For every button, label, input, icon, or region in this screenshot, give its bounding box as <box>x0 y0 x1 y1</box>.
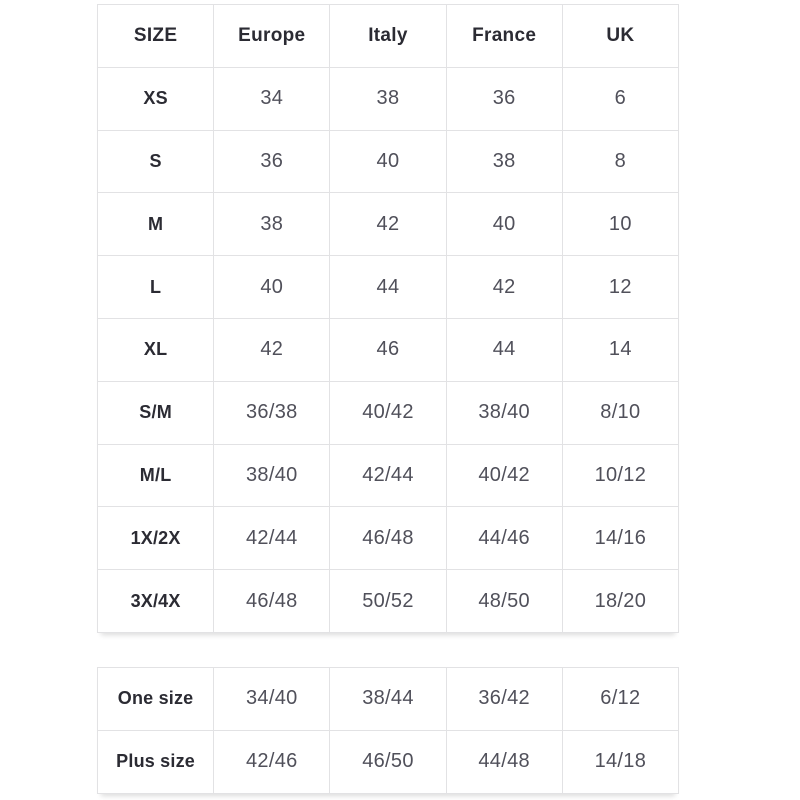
size-label: One size <box>98 667 214 730</box>
size-label: M/L <box>98 444 214 507</box>
table-row <box>98 570 679 633</box>
size-label: Plus size <box>98 730 214 793</box>
value-cell: 42 <box>446 256 562 319</box>
column-header-uk: UK <box>562 5 678 68</box>
value-cell: 38/44 <box>330 667 446 730</box>
value-cell: 6 <box>562 67 678 130</box>
value-cell: 44/46 <box>446 507 562 570</box>
size-label: XL <box>98 318 214 381</box>
table-row <box>98 730 679 793</box>
size-label: L <box>98 256 214 319</box>
value-cell: 42/44 <box>214 507 330 570</box>
value-cell: 42 <box>214 318 330 381</box>
value-cell: 14/16 <box>562 507 678 570</box>
value-cell: 48/50 <box>446 570 562 633</box>
value-cell: 36/38 <box>214 381 330 444</box>
table-row <box>98 667 679 730</box>
value-cell: 10 <box>562 193 678 256</box>
special-size-table-body <box>98 667 679 793</box>
value-cell: 46/48 <box>214 570 330 633</box>
value-cell: 46 <box>330 318 446 381</box>
value-cell: 46/48 <box>330 507 446 570</box>
size-label: M <box>98 193 214 256</box>
value-cell: 44 <box>330 256 446 319</box>
value-cell: 34 <box>214 67 330 130</box>
value-cell: 38 <box>446 130 562 193</box>
table-row <box>98 444 679 507</box>
value-cell: 34/40 <box>214 667 330 730</box>
value-cell: 38 <box>214 193 330 256</box>
header-row <box>98 5 679 68</box>
column-header-france: France <box>446 5 562 68</box>
value-cell: 36/42 <box>446 667 562 730</box>
value-cell: 40/42 <box>330 381 446 444</box>
value-cell: 38/40 <box>446 381 562 444</box>
size-label: XS <box>98 67 214 130</box>
size-label: S/M <box>98 381 214 444</box>
table-gap <box>97 633 800 667</box>
size-conversion-table-body <box>98 67 679 632</box>
value-cell: 14/18 <box>562 730 678 793</box>
table-row <box>98 193 679 256</box>
table-row <box>98 507 679 570</box>
value-cell: 50/52 <box>330 570 446 633</box>
value-cell: 40 <box>330 130 446 193</box>
table-row <box>98 67 679 130</box>
value-cell: 8 <box>562 130 678 193</box>
special-size-table <box>97 667 679 794</box>
value-cell: 46/50 <box>330 730 446 793</box>
table-row <box>98 381 679 444</box>
value-cell: 42/46 <box>214 730 330 793</box>
value-cell: 40 <box>446 193 562 256</box>
column-header-size: SIZE <box>98 5 214 68</box>
value-cell: 38 <box>330 67 446 130</box>
value-cell: 8/10 <box>562 381 678 444</box>
column-header-europe: Europe <box>214 5 330 68</box>
size-label: S <box>98 130 214 193</box>
value-cell: 42 <box>330 193 446 256</box>
table-row <box>98 256 679 319</box>
column-header-italy: Italy <box>330 5 446 68</box>
value-cell: 36 <box>446 67 562 130</box>
value-cell: 44 <box>446 318 562 381</box>
value-cell: 42/44 <box>330 444 446 507</box>
value-cell: 14 <box>562 318 678 381</box>
size-conversion-table-header <box>98 5 679 68</box>
value-cell: 38/40 <box>214 444 330 507</box>
value-cell: 40 <box>214 256 330 319</box>
table-row <box>98 130 679 193</box>
value-cell: 12 <box>562 256 678 319</box>
value-cell: 36 <box>214 130 330 193</box>
table-row <box>98 318 679 381</box>
size-conversion-table <box>97 4 679 633</box>
value-cell: 44/48 <box>446 730 562 793</box>
size-label: 3X/4X <box>98 570 214 633</box>
value-cell: 6/12 <box>562 667 678 730</box>
value-cell: 10/12 <box>562 444 678 507</box>
value-cell: 18/20 <box>562 570 678 633</box>
value-cell: 40/42 <box>446 444 562 507</box>
size-label: 1X/2X <box>98 507 214 570</box>
